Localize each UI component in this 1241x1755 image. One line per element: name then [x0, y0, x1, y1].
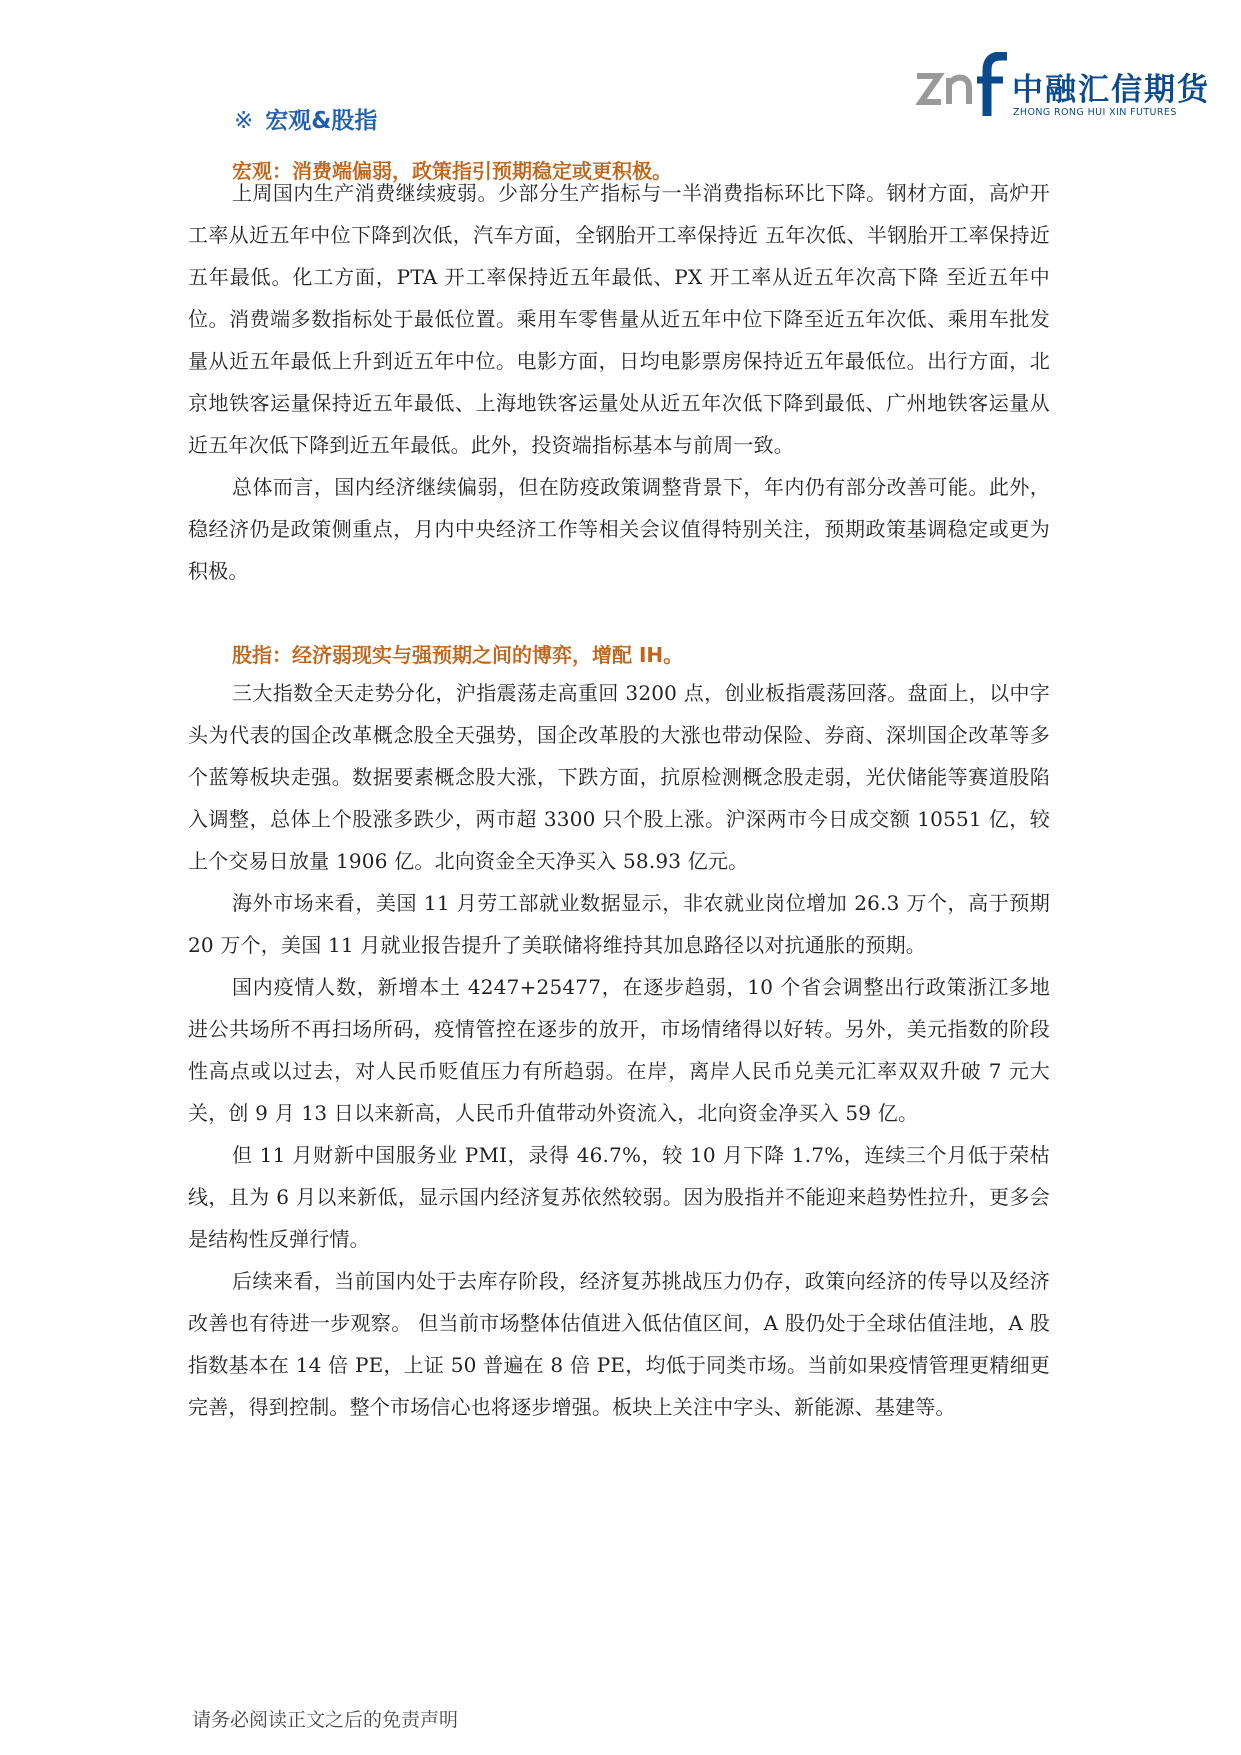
section-title-text: 宏观&股指 — [265, 108, 378, 134]
macro-paragraph: 总体而言，国内经济继续偏弱，但在防疫政策调整背景下，年内仍有部分改善可能。此外，稳经济仍是政策侧重点，月内中央经济工作等相关会议值得特别关注，预期政策基调稳定或更为积极。 — [188, 475, 1050, 583]
index-body — [188, 672, 1050, 1428]
index-paragraph: 海外市场来看，美国 11 月劳工部就业数据显示，非农就业岗位增加 26.3 万个，高于预期 20 万个，美国 11 月就业报告提升了美联储将维持其加息路径以对抗通胀的预期。 — [188, 891, 1050, 957]
macro-paragraph: 上周国内生产消费继续疲弱。少部分生产指标与一半消费指标环比下降。钢材方面，高炉开工率从近五年中位下降到次低，汽车方面，全钢胎开工率保持近 五年次低、半钢胎开工率保持近五年最低。化工方面，PTA 开工率保持近五年最低、PX 开工率从近五年次高下降 至近五年中位。消费端多数指标处于最低位置。乘用车零售量从近五年中位下降至近五年次低、乘用车批发量从近五年最低上升到近五年中位。电影方面，日均电影票房保持近五年最低位。出行方面，北京地铁客运量保持近五年最低、上海地铁客运量处从近五年次低下降到最低、广州地铁客运量从近五年次低下降到近五年最低。此外，投资端指标基本与前周一致。 — [188, 181, 1050, 457]
index-heading: 股指：经济弱现实与强预期之间的博弈，增配 IH。 — [232, 643, 684, 667]
macro-body — [188, 172, 1050, 592]
znf-logo-mark — [915, 52, 1010, 122]
footer-disclaimer: 请务必阅读正文之后的免责声明 — [192, 1709, 459, 1731]
logo-english-name: ZHONG RONG HUI XIN FUTURES — [1013, 107, 1177, 118]
index-paragraph: 后续来看，当前国内处于去库存阶段，经济复苏挑战压力仍存，政策向经济的传导以及经济改善也有待进一步观察。 但当前市场整体估值进入低估值区间，A 股仍处于全球估值洼地，A 股指数基本在 14 倍 PE，上证 50 普遍在 8 倍 PE，均低于同类市场。当前如果疫情管理更精细更完善，得到控制。整个市场信心也将逐步增强。板块上关注中字头、新能源、基建等。 — [188, 1269, 1050, 1419]
index-paragraph: 国内疫情人数，新增本土 4247+25477，在逐步趋弱，10 个省会调整出行政策浙江多地进公共场所不再扫场所码，疫情管控在逐步的放开，市场情绪得以好转。另外，美元指数的阶段性高点或以过去，对人民币贬值压力有所趋弱。在岸，离岸人民币兑美元汇率双双升破 7 元大关，创 9 月 13 日以来新高，人民币升值带动外资流入，北向资金净买入 59 亿。 — [188, 975, 1050, 1125]
index-paragraph: 但 11 月财新中国服务业 PMI，录得 46.7%，较 10 月下降 1.7%，连续三个月低于荣枯线，且为 6 月以来新低，显示国内经济复苏依然较弱。因为股指并不能迎来趋势性拉升，更多会是结构性反弹行情。 — [188, 1143, 1050, 1251]
company-logo — [915, 52, 1215, 132]
macro-heading: 宏观：消费端偏弱，政策指引预期稳定或更积极。 — [232, 159, 672, 183]
logo-chinese-name: 中融汇信期货 — [1012, 72, 1210, 108]
section-title — [234, 102, 377, 135]
index-paragraph: 三大指数全天走势分化，沪指震荡走高重回 3200 点，创业板指震荡回落。盘面上，以中字头为代表的国企改革概念股全天强势，国企改革股的大涨也带动保险、券商、深圳国企改革等多个蓝筹板块走强。数据要素概念股大涨，下跌方面，抗原检测概念股走弱，光伏储能等赛道股陷入调整，总体上个股涨多跌少，两市超 3300 只个股上涨。沪深两市今日成交额 10551 亿，较上个交易日放量 1906 亿。北向资金全天净买入 58.93 亿元。 — [188, 681, 1050, 873]
reference-mark-icon: ※ — [234, 108, 254, 134]
